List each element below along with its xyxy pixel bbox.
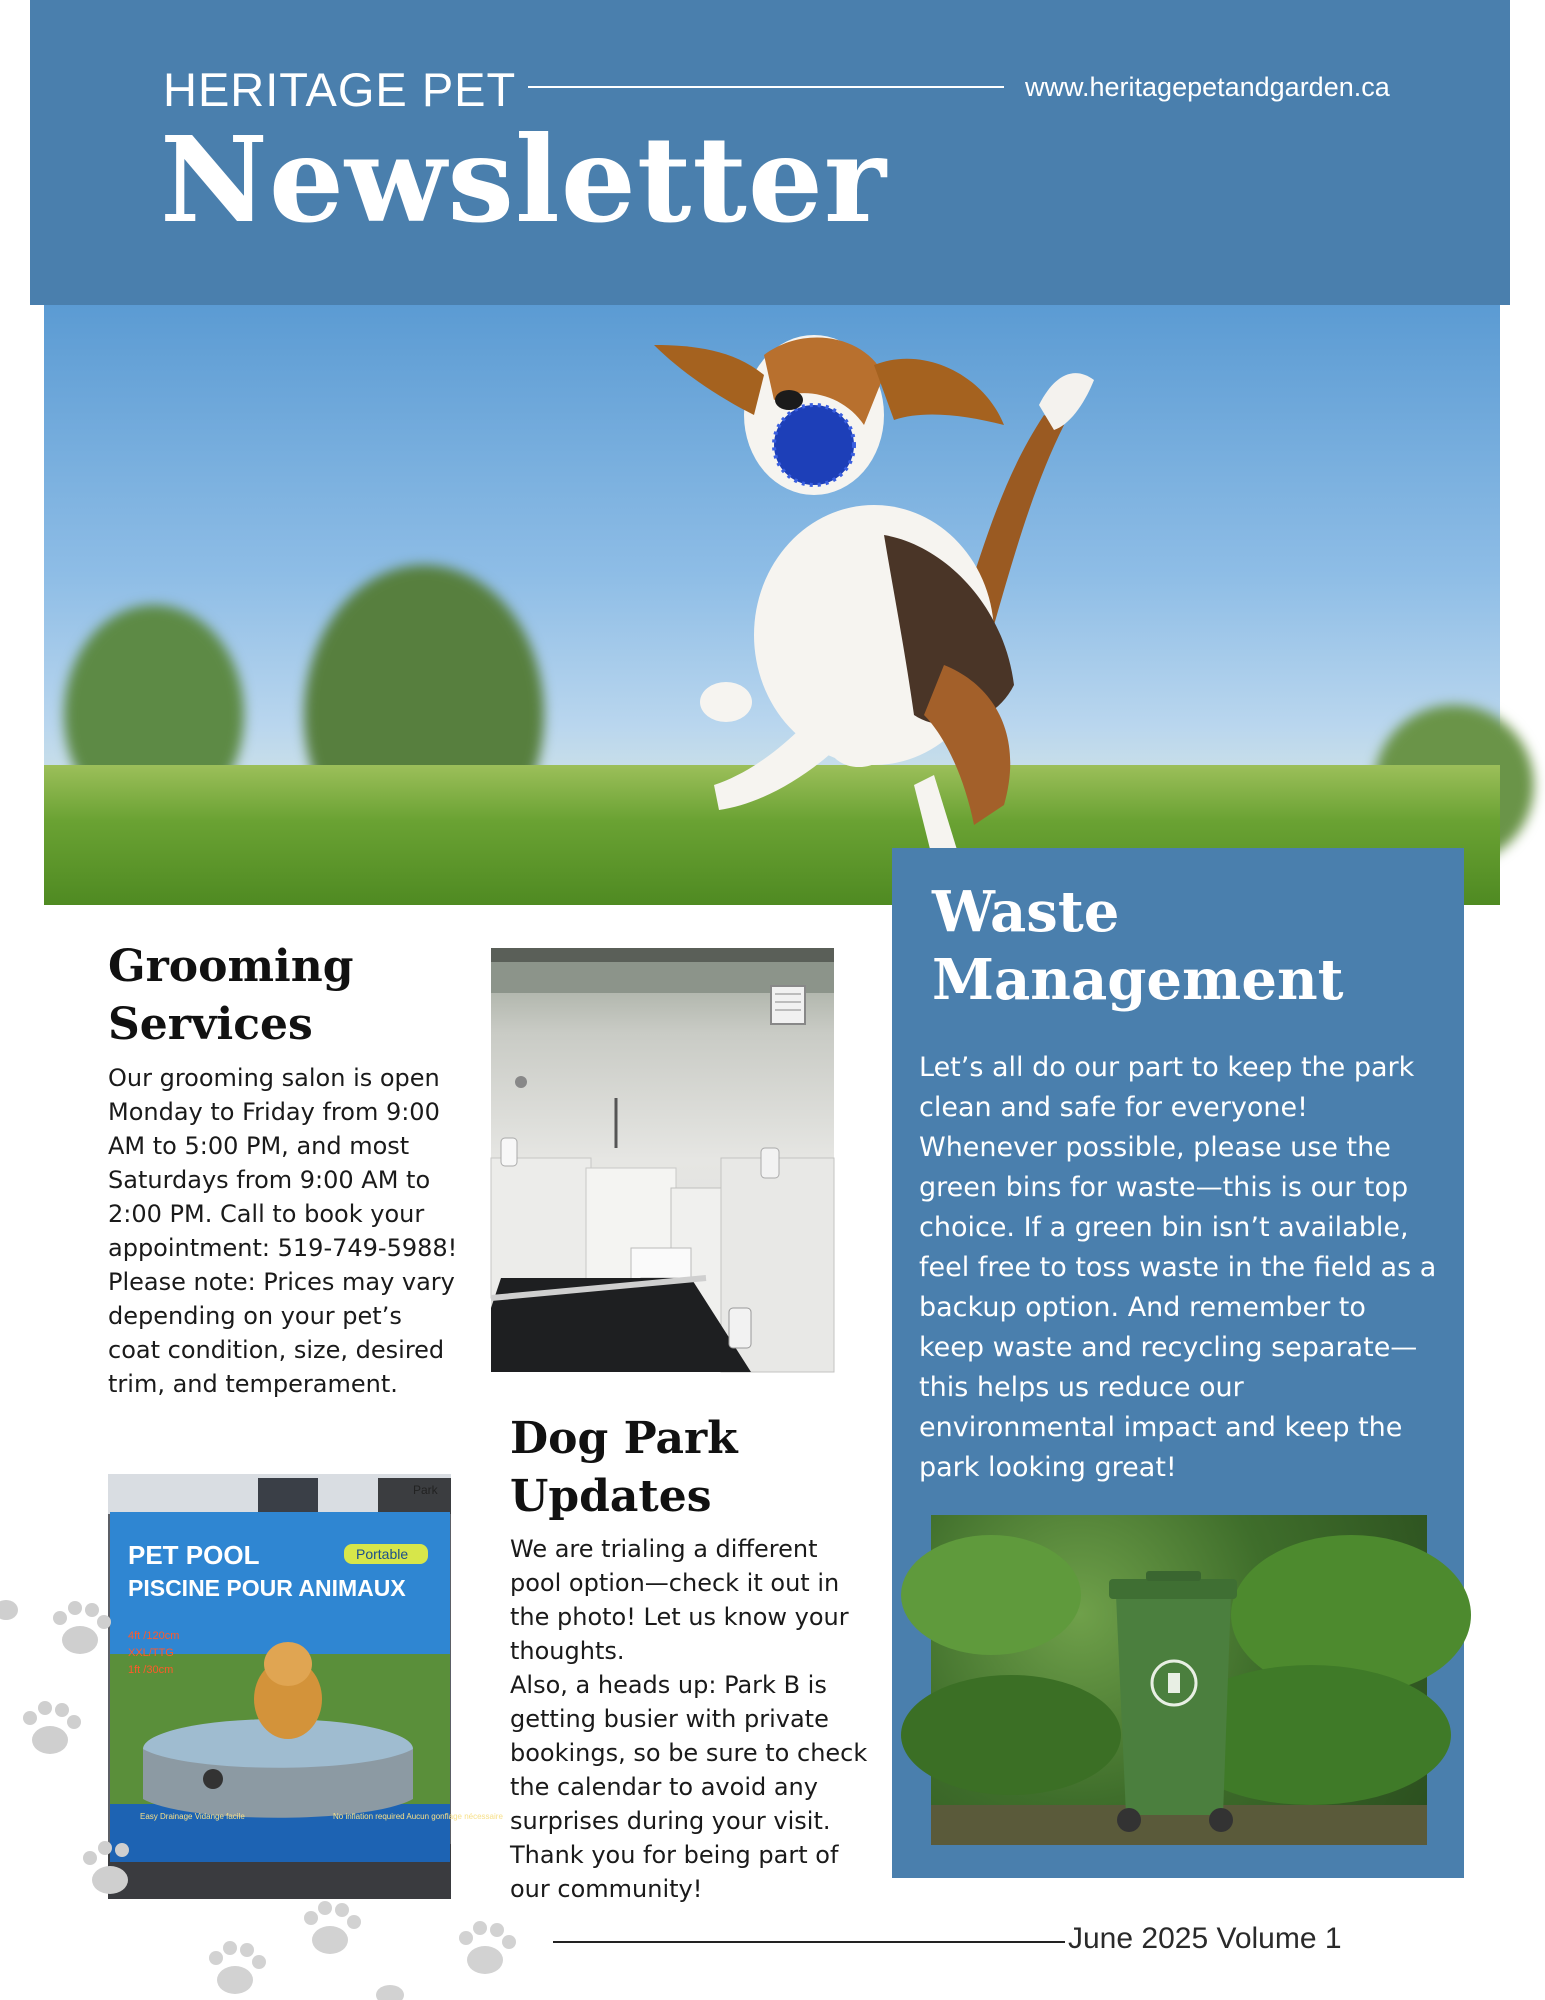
grooming-line: trim, and temperament.	[108, 1370, 398, 1398]
waste-line: green bins for waste—this is our top	[919, 1172, 1409, 1203]
dog-park-line: bookings, so be sure to check	[510, 1739, 868, 1767]
pool-box-size1: 4ft /120cm	[128, 1630, 180, 1642]
beagle-illustration	[44, 305, 1500, 905]
waste-line: Let’s all do our part to keep the park	[919, 1052, 1415, 1083]
dog-park-line: thoughts.	[510, 1637, 625, 1665]
grooming-line: Saturdays from 9:00 AM to	[108, 1166, 431, 1194]
grooming-heading-line2: Services	[108, 999, 313, 1050]
issue-date: June 2025 Volume 1	[1068, 1922, 1342, 1955]
waste-heading-line2: Management	[932, 947, 1344, 1013]
dog-park-heading-line1: Dog Park	[510, 1413, 738, 1464]
waste-body	[919, 1048, 1447, 1488]
pool-box-badge: Portable	[356, 1546, 409, 1562]
park-sign-text: Park	[413, 1483, 438, 1497]
waste-line: feel free to toss waste in the field as a	[919, 1252, 1437, 1283]
dog-park-heading	[510, 1410, 738, 1526]
waste-management-panel	[892, 848, 1464, 1878]
grooming-line: 2:00 PM. Call to book your	[108, 1200, 425, 1228]
dog-park-line: Thank you for being part of	[510, 1841, 839, 1869]
wash-station-illustration	[491, 948, 834, 1372]
paw-prints-decoration	[0, 1580, 130, 1940]
grooming-line: AM to 5:00 PM, and most	[108, 1132, 410, 1160]
dog-park-line: the photo! Let us know your	[510, 1603, 849, 1631]
waste-heading	[932, 878, 1452, 1014]
dog-park-line: We are trialing a different	[510, 1535, 818, 1563]
grooming-heading-line1: Grooming	[108, 941, 354, 992]
header-divider	[528, 86, 1004, 88]
green-bin-illustration	[931, 1515, 1427, 1845]
dog-park-line: pool option—check it out in	[510, 1569, 840, 1597]
waste-line: backup option. And remember to	[919, 1292, 1366, 1323]
grooming-line: depending on your pet’s	[108, 1302, 402, 1330]
newsletter-title: Newsletter	[160, 110, 888, 249]
green-bin-photo	[931, 1515, 1427, 1845]
grooming-line: Please note: Prices may vary	[108, 1268, 455, 1296]
dog-park-line: the calendar to avoid any	[510, 1773, 818, 1801]
waste-line: Whenever possible, please use the	[919, 1132, 1391, 1163]
grooming-heading	[108, 938, 353, 1054]
dog-park-body	[510, 1532, 880, 1906]
waste-line: park looking great!	[919, 1452, 1177, 1483]
waste-heading-line1: Waste	[932, 879, 1120, 945]
grooming-line: appointment: 519-749-5988!	[108, 1234, 458, 1262]
pool-box-size3: 1ft /30cm	[128, 1664, 174, 1676]
dog-park-heading-line2: Updates	[510, 1471, 712, 1522]
footer-divider	[553, 1941, 1065, 1943]
pet-pool-box-illustration	[108, 1474, 503, 1899]
paw-prints-decoration	[200, 1895, 530, 2000]
grooming-line: Monday to Friday from 9:00	[108, 1098, 440, 1126]
pet-pool-photo	[108, 1474, 503, 1899]
dog-park-line: Also, a heads up: Park B is	[510, 1671, 827, 1699]
waste-line: this helps us reduce our	[919, 1372, 1244, 1403]
dog-park-line: getting busier with private	[510, 1705, 829, 1733]
brand-name: HERITAGE PET	[163, 63, 517, 116]
dog-park-line: our community!	[510, 1875, 703, 1903]
waste-line: choice. If a green bin isn’t available,	[919, 1212, 1409, 1243]
website-link[interactable]: www.heritagepetandgarden.ca	[1025, 72, 1390, 102]
dog-park-line: surprises during your visit.	[510, 1807, 831, 1835]
waste-line: environmental impact and keep the	[919, 1412, 1403, 1443]
grooming-body	[108, 1061, 478, 1401]
grooming-line: coat condition, size, desired	[108, 1336, 445, 1364]
pool-box-line1: PET POOL	[128, 1540, 260, 1570]
grooming-line: Our grooming salon is open	[108, 1064, 440, 1092]
pool-box-size2: XXL/TTG	[128, 1647, 174, 1659]
waste-line: clean and safe for everyone!	[919, 1092, 1308, 1123]
waste-line: keep waste and recycling separate—	[919, 1332, 1418, 1363]
pool-box-note-right: No inflation required Aucun gonflage nécessaire	[333, 1812, 503, 1821]
hero-beagle-photo	[44, 305, 1500, 905]
grooming-station-photo	[491, 948, 834, 1372]
pool-box-line2: PISCINE POUR ANIMAUX	[128, 1575, 406, 1601]
header-banner	[30, 0, 1510, 305]
pool-box-note-left: Easy Drainage Vidange facile	[140, 1812, 245, 1821]
